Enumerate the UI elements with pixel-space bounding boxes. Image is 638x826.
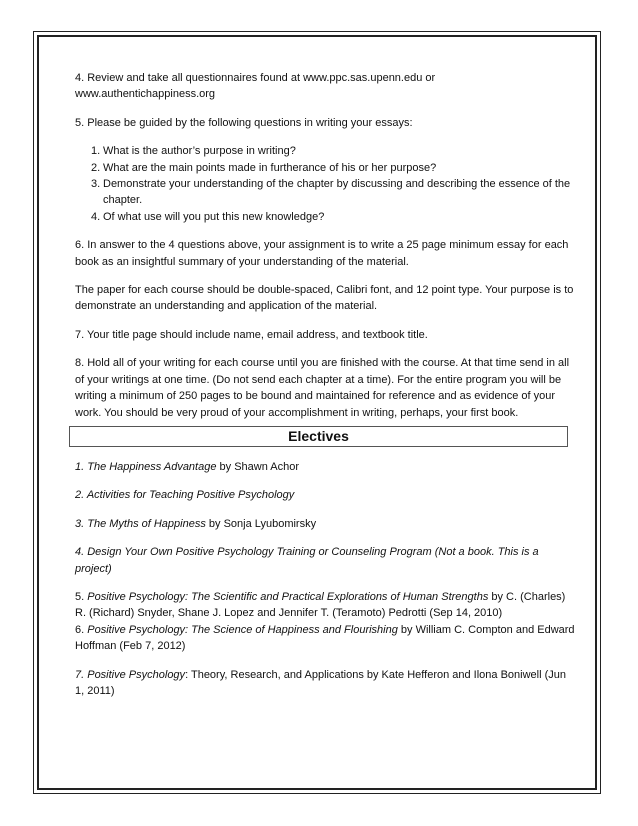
item-8: 8. Hold all of your writing for each course until you are finished with the course. At that time send in all of your writings at one time. (Do not send each chapter at a time). For the entire program you will be writing a minimum of 250 pages to be bound and maintained for reference and as evidence of your work. You should be very proud of your accomplishment in writing, perhaps, your first book. — [75, 357, 570, 419]
item-4: 4. Review and take all questionnaires found at www.ppc.sas.upenn.edu or www.authentichappiness.org — [75, 72, 436, 101]
item-5: 5. Please be guided by the following questions in writing your essays: — [75, 116, 413, 129]
list-item: 2. What are the main points made in furtherance of his or her purpose? — [91, 161, 437, 174]
list-item: 4. Of what use will you put this new knowledge? — [91, 210, 325, 223]
list-item: 3. Demonstrate your understanding of the chapter by discussing and describing the essence of the chapter. — [91, 178, 571, 207]
item-7: 7. Your title page should include name, email address, and textbook title. — [75, 328, 428, 341]
question-list — [91, 143, 575, 225]
elective-6: 6. Positive Psychology: The Science of Happiness and Flourishing by William C. Compton and Edward Hoffman (Feb 7, 2012) — [75, 623, 575, 653]
electives-heading: Electives — [69, 426, 568, 447]
elective-1: 1. The Happiness Advantage by Shawn Achor — [75, 460, 300, 473]
paper-format: The paper for each course should be double-spaced, Calibri font, and 12 point type. Your purpose is to demonstrate an understanding and application of the material. — [75, 284, 574, 313]
elective-3: 3. The Myths of Happiness by Sonja Lyubomirsky — [75, 517, 317, 530]
elective-5: 5. Positive Psychology: The Scientific and Practical Explorations of Human Strengths by C. (Charles) R. (Richard) Snyder, Shane J. Lopez and Jennifer T. (Teramoto) Pedrotti (Sep 14, 2010) — [75, 590, 566, 620]
list-item: 1. What is the author’s purpose in writing? — [91, 145, 296, 158]
elective-7: 7. Positive Psychology: Theory, Research, and Applications by Kate Hefferon and Ilona Boniwell (Jun 1, 2011) — [75, 668, 567, 697]
elective-4: 4. Design Your Own Positive Psychology Training or Counseling Program (Not a book. This is a project) — [75, 546, 539, 575]
item-6: 6. In answer to the 4 questions above, your assignment is to write a 25 page minimum essay for each book as an insightful summary of your understanding of the material. — [75, 239, 569, 268]
elective-2: 2. Activities for Teaching Positive Psychology — [75, 489, 295, 502]
document-body — [75, 70, 575, 699]
